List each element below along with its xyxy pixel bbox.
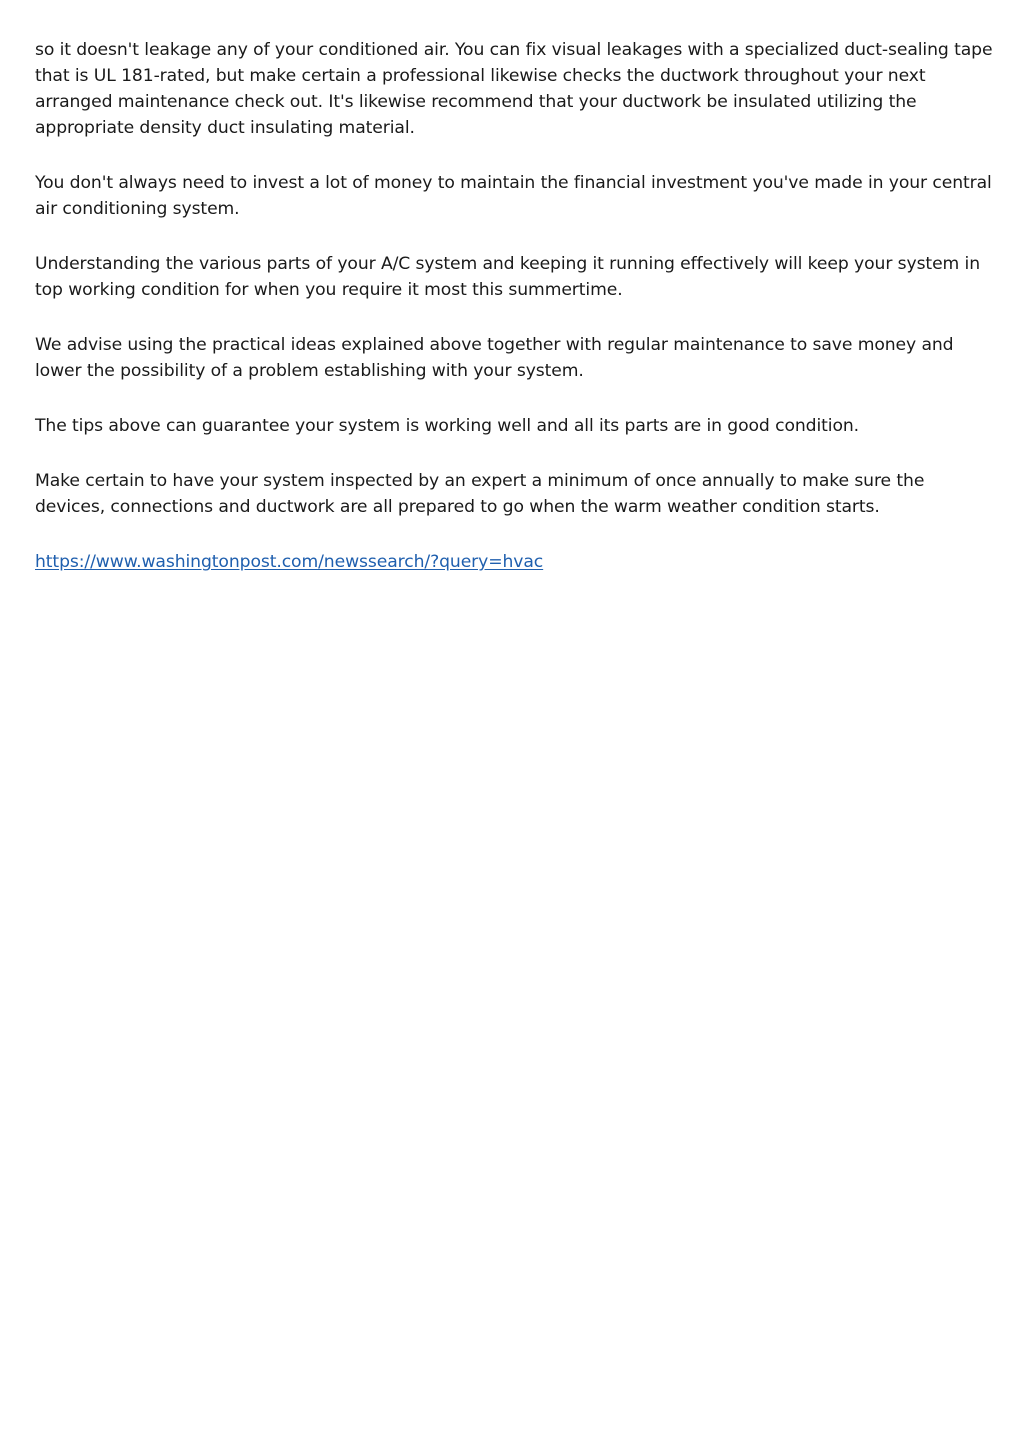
paragraph-understanding-parts: Understanding the various parts of your A/C system and keeping it running effectively will keep your system in top working condition for when you require it most this summertime. — [35, 254, 981, 300]
paragraph-investment: You don't always need to invest a lot of money to maintain the financial investment you've made in your central air conditioning system. — [35, 173, 992, 219]
paragraph-practical-ideas: We advise using the practical ideas explained above together with regular maintenance to save money and lower the possibility of a problem establishing with your system. — [35, 335, 954, 381]
paragraph-duct-sealing: so it doesn't leakage any of your conditioned air. You can fix visual leakages with a specialized duct-sealing tape that is UL 181-rated, but make certain a professional likewise checks the ductwork throughout your next arranged maintenance check out. It's likewise recommend that your ductwork be insulated utilizing the appropriate density duct insulating material. — [35, 40, 993, 138]
link-paragraph — [35, 549, 995, 575]
paragraph-annual-inspection: Make certain to have your system inspected by an expert a minimum of once annually to make sure the devices, connections and ductwork are all prepared to go when the warm weather condition starts. — [35, 471, 925, 517]
document-page — [35, 37, 995, 604]
paragraph-tips-above: The tips above can guarantee your system is working well and all its parts are in good condition. — [35, 416, 860, 436]
source-link[interactable]: https://www.washingtonpost.com/newssearch/?query=hvac — [35, 552, 544, 572]
